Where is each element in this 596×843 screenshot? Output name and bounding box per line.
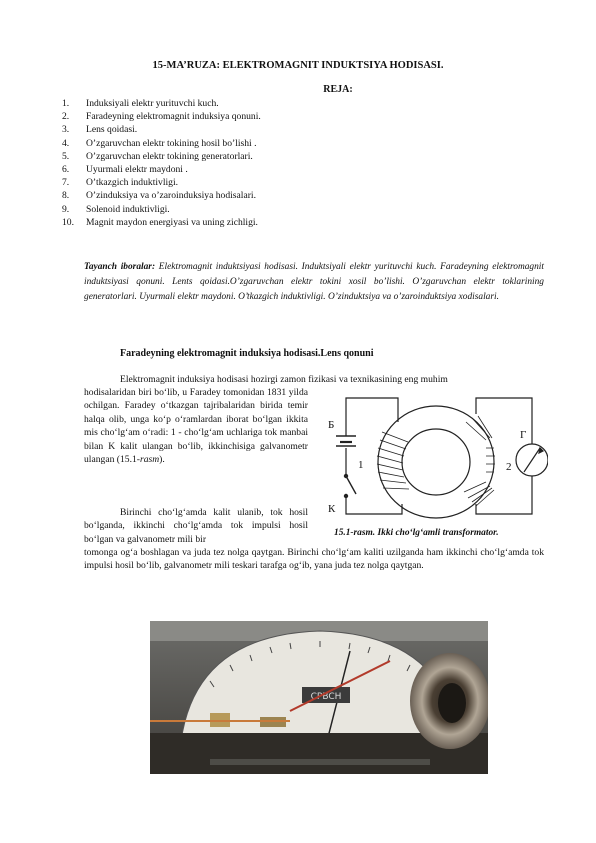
galvanometer-needle [524, 448, 540, 472]
paragraph-2-continued: tomonga og‘a boshlagan va juda tez nolga qaytgan. Birinchi cho‘lg‘am kaliti uzilganda ham ikkinchi cho‘lg‘amda tok impulsi hosil bo‘lib, galvanometr mili teskari tarafga og‘ib, yana juda tez nolga qaytgan. [84, 547, 544, 572]
plan-item-number: 8. [62, 190, 70, 202]
primary-coil [377, 432, 409, 489]
paragraph-1-first-line: Elektromagnit induksiya hodisasi hozirgi zamon fizikasi va texnikasining eng muhim [120, 374, 448, 385]
plan-item-text: O’zinduksiya va o’zaroinduksiya hodisalari. [86, 190, 256, 202]
plan-item [62, 163, 261, 176]
paragraph-1-text: hodisalaridan biri bo‘lib, u Faradey tomonidan 1831 yilda ochilgan. Faradey o‘tkazgan tajribalaridan birida temir halqa olib, unga ko‘p o‘ramlardan iborat bo‘lgan ikkita mis cho‘lg‘am o‘radi: 1 - cho‘lg‘am uchlariga tok manbai bilan K kalit ulangan bo‘lib, ikkinchisiga galvanometr ulangan [84, 387, 308, 466]
page-title: 15-MA’RUZA: ELEKTROMAGNIT INDUKTSIYA HODISASI. [152, 60, 444, 71]
plan-item-number: 7. [62, 177, 70, 189]
switch-lever [346, 476, 356, 494]
plan-item [62, 150, 261, 163]
keywords-paragraph [84, 260, 544, 305]
plan-item-text: Faradeyning elektromagnit induksiya qonuni. [86, 111, 261, 123]
plan-item-text: Uyurmali elektr maydoni . [86, 164, 188, 176]
coil-1-label: 1 [358, 459, 364, 471]
lab-apparatus-photo [150, 621, 488, 774]
plan-heading: REJA: [323, 84, 353, 95]
plan-item-text: Lens qoidasi. [86, 124, 138, 136]
paragraph-1-body [84, 386, 308, 466]
plan-item-number: 3. [62, 124, 70, 136]
plan-item-number: 2. [62, 111, 70, 123]
plan-list [62, 97, 261, 229]
keywords-text: Elektromagnit induktsiyasi hodisasi. Induktsiyali elektr yurituvchi kuch. Faradeyning elektromagnit induktsiyasi qonuni. Lents qoidasi.O’zgaruvchan elektr tokini xosil bo’lishi. O’zgaruvchan elektr toklarining generatorlari. Uyurmali elektr maydoni. O’tkazgich induktivligi. O’zinduktsiya va o’zaroinduktsiya xodisalari. [84, 262, 544, 302]
paragraph-2-body: Birinchi cho‘lg‘amda kalit ulanib, tok hosil bo‘lganda, ikkinchi cho‘lg‘amda tok impulsi hosil bo‘lgan va galvanometr mili bir [84, 507, 308, 545]
plan-item [62, 216, 261, 229]
secondary-circuit-wire [476, 398, 532, 514]
keywords-label: Tayanch iboralar: [84, 262, 156, 272]
plan-item [62, 110, 261, 123]
plan-item [62, 123, 261, 136]
plan-item-number: 5. [62, 150, 70, 162]
plan-item-text: Magnit maydon energiyasi va uning zichligi. [86, 216, 258, 228]
plan-item-number: 1. [62, 98, 70, 109]
iron-ring-inner [402, 429, 470, 495]
primary-circuit-wire [346, 398, 402, 514]
plan-item [62, 203, 261, 216]
battery-label: Б [328, 419, 335, 431]
plan-item-number: 10. [62, 216, 74, 228]
plan-item [62, 176, 261, 189]
plan-item-number: 4. [62, 137, 70, 149]
plan-item-text: O’zgaruvchan elektr tokining hosil bo’lishi . [86, 137, 257, 149]
plan-item-text: Solenoid induktivligi. [86, 203, 170, 215]
secondary-coil [464, 416, 495, 506]
figure-reference: (15.1-rasm). [116, 454, 165, 466]
plan-item-text: O’zgaruvchan elektr tokining generatorlari. [86, 150, 253, 162]
section-title: Faradeyning elektromagnit induksiya hodisasi.Lens qonuni [120, 348, 374, 359]
figure-caption: 15.1-rasm. Ikki cho‘lg‘amli transformator. [334, 528, 499, 538]
plan-item-text: Induksiyali elektr yurituvchi kuch. [86, 98, 219, 109]
plan-item-number: 6. [62, 164, 70, 176]
plan-item [62, 189, 261, 202]
coil-2-label: 2 [506, 461, 512, 473]
galvanometer-label: Г [520, 429, 527, 441]
plan-item [62, 97, 261, 110]
switch-label: К [328, 503, 336, 515]
transformer-diagram [326, 392, 548, 522]
plan-item-number: 9. [62, 203, 70, 215]
meter-label: CPBCH [310, 692, 342, 702]
plan-item [62, 137, 261, 150]
plan-item-text: O’tkazgich induktivligi. [86, 177, 179, 189]
